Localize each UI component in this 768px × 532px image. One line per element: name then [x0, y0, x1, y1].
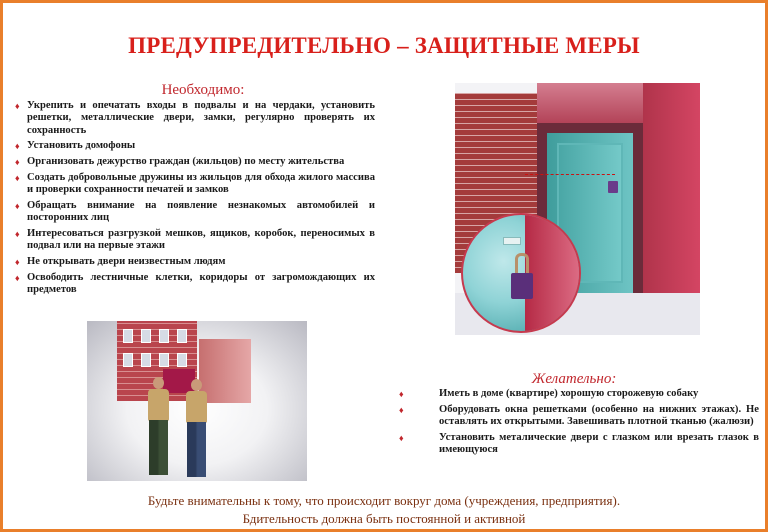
- poster-title: ПРЕДУПРЕДИТЕЛЬНО – ЗАЩИТНЫЕ МЕРЫ: [128, 33, 640, 58]
- list-item-text: Установить металические двери с глазком или врезать глазок в имеющуюся: [439, 431, 759, 456]
- legs: [149, 420, 168, 475]
- lens-wall: [525, 215, 581, 333]
- list-item-text: Создать добровольные дружины из жильцов для обхода жилого массива и проверки сохранности печатей и замков: [27, 171, 375, 196]
- bullet-icon: ♦: [15, 229, 20, 240]
- torso: [186, 391, 207, 423]
- footer-line-1: Будьте внимательны к тому, что происходит вокруг дома (учреждения, предприятия).: [147, 493, 621, 508]
- head: [191, 379, 202, 391]
- bullet-icon: ♦: [15, 172, 20, 183]
- bullet-icon: ♦: [15, 157, 20, 168]
- desirable-list: [399, 388, 759, 460]
- window: [141, 329, 151, 343]
- desirable-heading: Желательно:: [531, 371, 617, 387]
- bullet-icon: ♦: [399, 404, 404, 415]
- list-item: [399, 404, 759, 429]
- list-item: [399, 388, 759, 400]
- magnifier-lens: [461, 213, 581, 333]
- bullet-icon: ♦: [15, 201, 20, 212]
- patrol-person: [183, 379, 209, 479]
- seal-tag: [503, 237, 521, 245]
- list-item-text: Организовать дежурство граждан (жильцов) по месту жительства: [27, 156, 345, 168]
- required-heading: Необходимо:: [161, 82, 245, 98]
- window: [141, 353, 151, 367]
- list-item: [399, 432, 759, 457]
- wall: [537, 83, 643, 123]
- bullet-icon: ♦: [399, 389, 404, 399]
- legs: [187, 422, 206, 477]
- footer-line-2: Бдительность должна быть постоянной и активной: [242, 511, 526, 526]
- wall-corner: [643, 83, 700, 293]
- window: [123, 329, 133, 343]
- seal-line: [525, 174, 615, 175]
- bullet-icon: ♦: [399, 432, 404, 443]
- list-item: [13, 172, 375, 197]
- padlock-large-icon: [511, 273, 533, 299]
- window: [159, 329, 169, 343]
- list-item-text: Освободить лестничные клетки, коридоры от загромождающих их предметов: [27, 272, 375, 296]
- list-item-text: Укрепить и опечатать входы в подвалы и на чердаки, установить решетки, металлические двери, замки, регулярно проверять их сохранность: [27, 100, 375, 136]
- list-item: [13, 200, 375, 225]
- list-item-text: Иметь в доме (квартире) хорошую сторожевую собаку: [439, 388, 699, 399]
- door-illustration: [455, 83, 700, 335]
- list-item-text: Обращать внимание на появление незнакомых автомобилей и посторонних лиц: [27, 200, 375, 224]
- window: [123, 353, 133, 367]
- list-item-text: Оборудовать окна решетками (особенно на нижних этажах). Не оставлять их открытыми. Завешивать плотной тканью (жалюзи): [439, 403, 759, 428]
- bullet-icon: ♦: [15, 257, 20, 268]
- list-item-text: Не открывать двери неизвестным людям: [27, 256, 226, 268]
- list-item: [13, 100, 375, 137]
- list-item: [13, 256, 375, 268]
- window: [159, 353, 169, 367]
- window: [177, 353, 187, 367]
- bullet-icon: ♦: [15, 141, 20, 152]
- list-item: [13, 228, 375, 253]
- list-item: [13, 156, 375, 168]
- window: [177, 329, 187, 343]
- required-list: [13, 100, 375, 300]
- footer: [3, 492, 765, 528]
- patrol-person: [145, 377, 171, 477]
- padlock-icon: [608, 181, 618, 193]
- head: [153, 377, 164, 389]
- bullet-icon: ♦: [15, 101, 20, 111]
- list-item-text: Интересоваться разгрузкой мешков, ящиков, коробок, переносимых в подвал или на первые этажи: [27, 228, 375, 252]
- bullet-icon: ♦: [15, 273, 20, 284]
- list-item-text: Установить домофоны: [27, 140, 136, 152]
- torso: [148, 389, 169, 421]
- patrol-illustration: [87, 321, 307, 481]
- list-item: [13, 140, 375, 152]
- padlock-shackle: [515, 253, 529, 275]
- list-item: [13, 272, 375, 297]
